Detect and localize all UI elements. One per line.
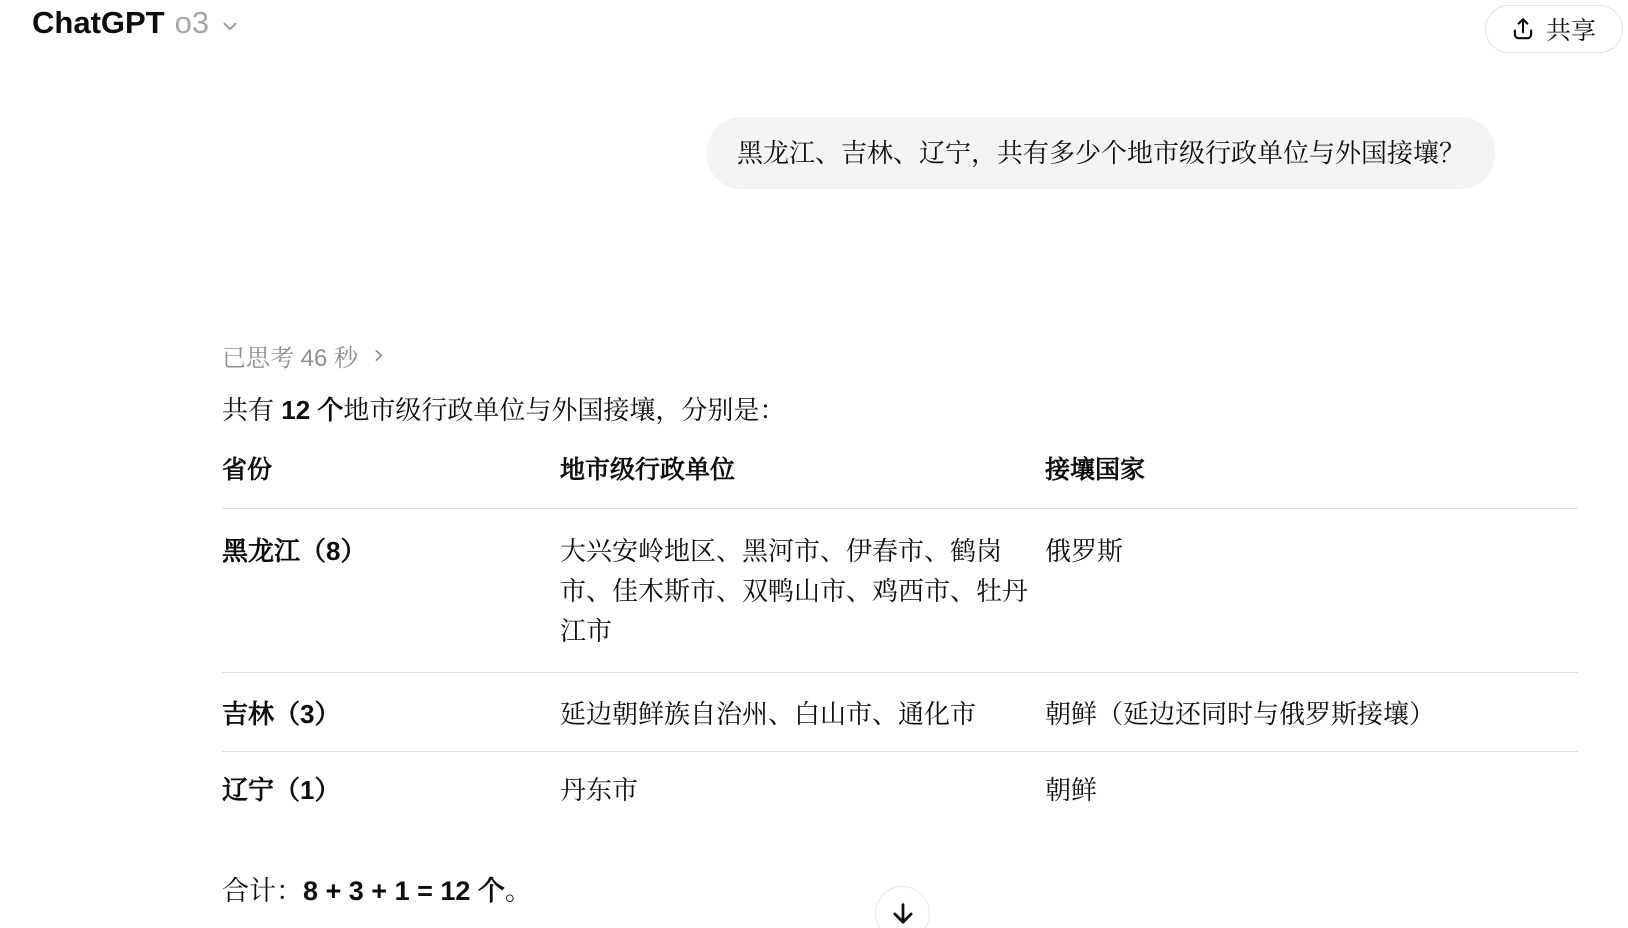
cell-country: 朝鲜 — [1045, 775, 1098, 805]
app-title: ChatGPT — [32, 5, 165, 40]
user-message-bubble — [707, 117, 1495, 189]
thought-label: 已思考 46 秒 — [222, 345, 359, 372]
answer-intro-count: 12 个 — [281, 395, 344, 425]
table-header — [222, 455, 1578, 509]
cell-units: 丹东市 — [560, 775, 639, 805]
arrow-down-icon — [888, 899, 918, 928]
upload-icon — [1510, 16, 1536, 42]
cell-country: 朝鲜（延边还同时与俄罗斯接壤） — [1045, 699, 1436, 729]
user-message-text: 黑龙江、吉林、辽宁，共有多少个地市级行政单位与外国接壤？ — [736, 138, 1465, 168]
share-label: 共享 — [1546, 17, 1597, 45]
total-sum: 8 + 3 + 1 = 12 个 — [303, 876, 505, 906]
scroll-to-bottom-button[interactable] — [875, 886, 930, 928]
table-row — [222, 752, 1578, 810]
column-header-country: 接壤国家 — [1045, 456, 1146, 484]
cell-province: 黑龙江（8） — [222, 536, 367, 566]
answer-intro: 共有 12 个地市级行政单位与外国接壤，分别是： — [222, 395, 786, 425]
thought-summary[interactable] — [222, 338, 387, 373]
border-units-table — [222, 455, 1578, 810]
cell-units: 延边朝鲜族自治州、白山市、通化市 — [560, 699, 977, 729]
chevron-right-icon — [370, 347, 387, 364]
cell-units: 大兴安岭地区、黑河市、伊春市、鹤岗 市、佳木斯市、双鸭山市、鸡西市、牡丹 江市 — [560, 536, 1029, 646]
model-name: o3 — [174, 5, 210, 40]
cell-province: 辽宁（1） — [222, 775, 341, 805]
cell-province: 吉林（3） — [222, 699, 341, 729]
table-row — [222, 509, 1578, 673]
share-button[interactable] — [1485, 5, 1623, 53]
model-switcher[interactable] — [24, 0, 249, 46]
total-line: 合计：8 + 3 + 1 = 12 个。 — [222, 876, 532, 906]
cell-country: 俄罗斯 — [1045, 536, 1124, 566]
column-header-units: 地市级行政单位 — [560, 456, 736, 484]
table-row — [222, 673, 1578, 752]
chevron-down-icon — [219, 15, 241, 37]
column-header-province: 省份 — [222, 456, 273, 484]
